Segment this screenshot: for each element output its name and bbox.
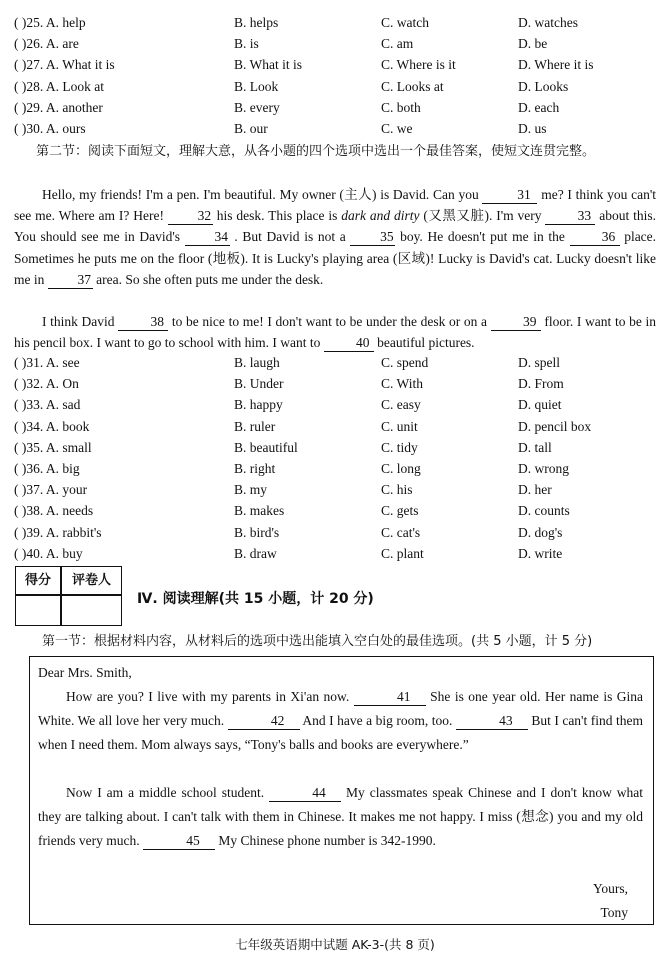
option-b[interactable]: B. Under (234, 376, 284, 392)
letter-text: How are you? I live with my parents in Xi'an now. (66, 689, 350, 704)
option-d[interactable]: D. quiet (518, 397, 562, 413)
blank-43[interactable]: 43 (456, 712, 528, 730)
option-c[interactable]: C. cat's (381, 524, 421, 540)
question-number-and-option-a: ( )36. A. big (14, 461, 80, 476)
question-number-and-option-a: ( )27. A. What it is (14, 57, 115, 73)
option-b[interactable]: B. beautiful (234, 439, 298, 455)
option-c[interactable]: C. long (381, 461, 421, 476)
passage-italic-text: dark and dirty (341, 208, 420, 224)
option-b[interactable]: B. our (234, 121, 268, 136)
section-2-instructions (14, 141, 656, 162)
option-c[interactable]: C. With (381, 376, 423, 392)
table-divider (16, 594, 121, 596)
option-c[interactable]: C. unit (381, 418, 418, 434)
option-d[interactable]: D. write (518, 545, 563, 561)
blank-31[interactable]: 31 (482, 186, 537, 204)
question-number-and-option-a: ( )25. A. help (14, 15, 86, 30)
option-b[interactable]: B. right (234, 461, 276, 476)
question-number-and-option-a: ( )28. A. Look at (14, 78, 104, 94)
question-row (14, 97, 654, 118)
letter-text: She is one year old. Her name is Gina White. We all love her very much. (38, 689, 644, 728)
question-number-and-option-a: ( )35. A. small (14, 439, 92, 455)
blank-34[interactable]: 34 (185, 228, 230, 246)
option-c[interactable]: C. Where is it (381, 57, 456, 73)
option-c[interactable]: C. Looks at (381, 78, 444, 94)
option-c[interactable]: C. watch (381, 15, 429, 30)
option-d[interactable]: D. watches (518, 15, 578, 30)
blank-35[interactable]: 35 (350, 228, 395, 246)
question-row (14, 500, 654, 521)
option-b[interactable]: B. laugh (234, 355, 280, 370)
passage-text: me? I think you can't see me. Where am I? Here! (14, 187, 657, 224)
option-d[interactable]: D. Looks (518, 78, 569, 94)
option-b[interactable]: B. draw (234, 545, 277, 561)
blank-37[interactable]: 37 (48, 271, 93, 289)
option-c[interactable]: C. both (381, 99, 421, 115)
option-d[interactable]: D. Where it is (518, 57, 594, 73)
passage-text: about this. You should see me in David's (14, 208, 657, 245)
blank-36[interactable]: 36 (570, 228, 620, 246)
section-2-text: 第二节：阅读下面短文，理解大意，从各小题的四个选项中选出一个最佳答案，使短文连贯完整。 (36, 144, 596, 159)
passage-text: . But David is not a (234, 229, 346, 245)
option-d[interactable]: D. tall (518, 439, 552, 455)
question-number-and-option-a: ( )29. A. another (14, 99, 103, 115)
option-b[interactable]: B. my (234, 482, 268, 498)
letter-paragraph-2 (38, 781, 643, 853)
blank-42[interactable]: 42 (228, 712, 300, 730)
question-row (14, 479, 654, 500)
option-c[interactable]: C. tidy (381, 439, 418, 455)
passage-text: place. Sometimes he puts me on the floor (地板). It is Lucky's playing area (区域)! Lucky is David's cat. Lucky doesn't like me in (14, 229, 657, 287)
passage-text: (又黑又脏). I'm very (423, 208, 542, 224)
question-row (14, 373, 654, 394)
blank-39[interactable]: 39 (491, 313, 541, 331)
option-c[interactable]: C. we (381, 121, 413, 136)
question-number-and-option-a: ( )40. A. buy (14, 545, 83, 561)
blank-33[interactable]: 33 (545, 207, 595, 225)
question-number-and-option-a: ( )37. A. your (14, 482, 88, 498)
question-number-and-option-a: ( )30. A. ours (14, 121, 86, 136)
option-d[interactable]: D. each (518, 99, 560, 115)
page-footer: 七年级英语期中试题 AK-3-(共 8 页) (235, 937, 435, 952)
score-table (15, 566, 122, 626)
option-b[interactable]: B. Look (234, 78, 279, 94)
letter-signature: Tony (600, 905, 628, 920)
score-label: 得分 (24, 573, 51, 588)
option-c[interactable]: C. plant (381, 545, 424, 561)
passage-text: boy. He doesn't put me in the (400, 229, 565, 245)
question-number-and-option-a: ( )32. A. On (14, 376, 79, 392)
question-number-and-option-a: ( )26. A. are (14, 36, 79, 52)
blank-38[interactable]: 38 (118, 313, 168, 331)
passage-text: area. So she often puts me under the desk. (96, 271, 324, 287)
passage-text: Hello, my friends! I'm a pen. I'm beautiful. My owner (主人) is David. Can you (42, 187, 479, 202)
letter-greeting: Dear Mrs. Smith, (38, 665, 132, 680)
option-d[interactable]: D. From (518, 376, 564, 392)
passage-paragraph-1 (14, 184, 656, 290)
option-b[interactable]: B. happy (234, 397, 283, 413)
question-number-and-option-a: ( )33. A. sad (14, 397, 81, 413)
option-d[interactable]: D. be (518, 36, 548, 52)
option-b[interactable]: B. is (234, 36, 259, 52)
question-row (14, 352, 654, 373)
option-c[interactable]: C. spend (381, 355, 429, 370)
letter-text: My classmates speak Chinese and I don't know what they are talking about. I can't talk with them in Chinese. It makes me not happy. I miss (想念) you and my old friends very much. (38, 785, 644, 848)
option-c[interactable]: C. easy (381, 397, 421, 413)
option-b[interactable]: B. bird's (234, 524, 280, 540)
option-d[interactable]: D. her (518, 482, 552, 498)
option-d[interactable]: D. spell (518, 355, 560, 370)
option-b[interactable]: B. ruler (234, 418, 276, 434)
letter-text: And I have a big room, too. (302, 713, 453, 728)
section-4-part-1-text: 第一节：根据材料内容，从材料后的选项中选出能填入空白处的最佳选项。(共 5 小题，计 5 分) (42, 634, 593, 649)
question-number-and-option-a: ( )31. A. see (14, 355, 80, 370)
question-number-and-option-a: ( )39. A. rabbit's (14, 524, 102, 540)
option-d[interactable]: D. dog's (518, 524, 563, 540)
question-row (14, 118, 654, 139)
option-c[interactable]: C. am (381, 36, 414, 52)
question-number-and-option-a: ( )34. A. book (14, 418, 90, 434)
blank-41[interactable]: 41 (354, 688, 426, 706)
letter-text: My Chinese phone number is 342-1990. (218, 833, 436, 848)
grader-label: 评卷人 (71, 573, 111, 588)
option-b[interactable]: B. every (234, 99, 280, 115)
letter-closing: Yours, (592, 881, 628, 896)
option-d[interactable]: D. pencil box (518, 418, 592, 434)
question-row (14, 522, 654, 543)
letter-paragraph-1 (38, 685, 643, 757)
passage-text: I think David (42, 314, 115, 329)
option-b[interactable]: B. helps (234, 15, 279, 30)
question-row (14, 437, 654, 458)
section-4-part-1-instructions (14, 631, 656, 652)
blank-45[interactable]: 45 (143, 832, 215, 850)
blank-40[interactable]: 40 (324, 334, 374, 352)
letter-text: But I can't find them when I need them. Mom always says, “Tony's balls and books are everywhere.” (38, 713, 643, 752)
section-4-title: Ⅳ. 阅读理解(共 15 小题，计 20 分) (137, 591, 374, 607)
blank-44[interactable]: 44 (269, 784, 341, 802)
option-c[interactable]: C. gets (381, 503, 419, 519)
question-row (14, 54, 654, 75)
question-row (14, 543, 654, 564)
passage-paragraph-2 (14, 311, 656, 353)
blank-32[interactable]: 32 (168, 207, 213, 225)
passage-text: to be nice to me! I don't want to be under the desk or on a (171, 314, 488, 329)
table-divider (60, 567, 62, 625)
option-c[interactable]: C. his (381, 482, 413, 498)
question-number-and-option-a: ( )38. A. needs (14, 503, 94, 519)
letter-box (29, 656, 654, 925)
option-b[interactable]: B. makes (234, 503, 285, 519)
option-d[interactable]: D. counts (518, 503, 570, 519)
option-d[interactable]: D. wrong (518, 461, 569, 476)
option-d[interactable]: D. us (518, 121, 547, 136)
question-row (14, 416, 654, 437)
letter-text: Now I am a middle school student. (66, 785, 265, 800)
question-row (14, 394, 654, 415)
passage-text: floor. I want to be in his pencil box. I want to go to school with him. I want to (14, 314, 657, 351)
question-row (14, 458, 654, 479)
question-row (14, 33, 654, 54)
option-b[interactable]: B. What it is (234, 57, 303, 73)
question-row (14, 76, 654, 97)
passage-text: his desk. This place is (216, 208, 338, 224)
question-row (14, 12, 654, 33)
passage-text: beautiful pictures. (377, 335, 475, 351)
